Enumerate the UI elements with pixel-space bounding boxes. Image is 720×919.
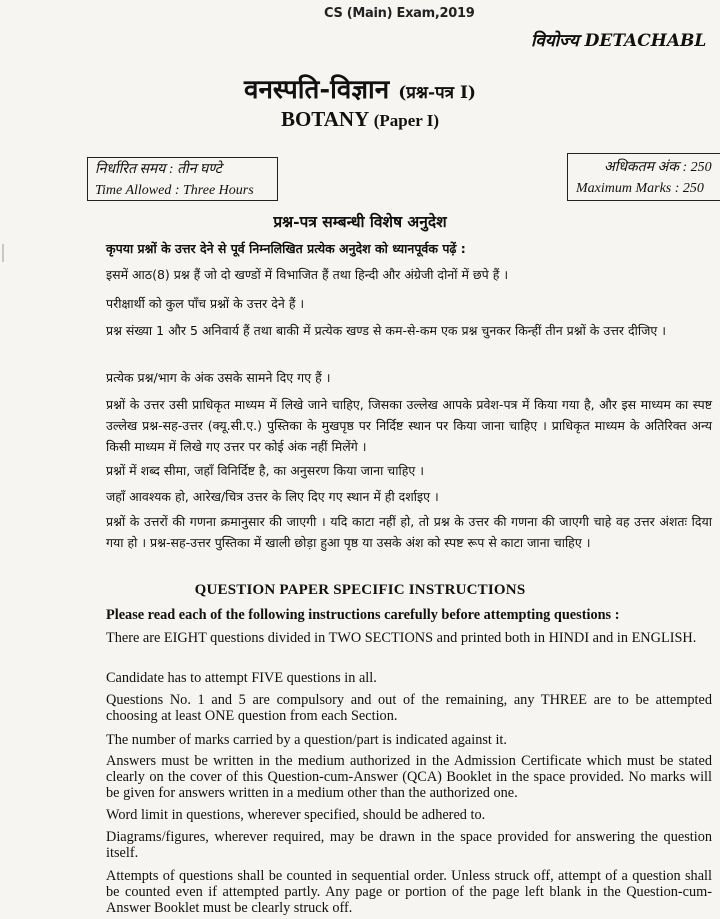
english-instructions-heading: QUESTION PAPER SPECIFIC INSTRUCTIONS: [194, 582, 526, 598]
subject-title-english: [0, 107, 720, 132]
hindi-instruction-7: जहाँ आवश्यक हो, आरेख/चित्र उत्तर के लिए दिए गए स्थान में ही दर्शाइए ।: [106, 489, 439, 504]
subject-hindi: वनस्पति-विज्ञान: [244, 75, 390, 105]
time-allowed-box: [87, 157, 278, 201]
hindi-instruction-1: इसमें आठ(8) प्रश्न हैं जो दो खण्डों में विभाजित हैं तथा हिन्दी और अंग्रेजी दोनों में छपे हैं ।: [106, 267, 509, 282]
english-instruction-3: Questions No. 1 and 5 are compulsory and out of the remaining, any THREE are to be attempted choosing at least ONE question from each Section.: [106, 692, 712, 724]
time-allowed-english: Time Allowed : Three Hours: [95, 183, 254, 198]
paper-number-english: (Paper I): [373, 111, 440, 130]
english-instruction-8: Attempts of questions shall be counted in sequential order. Unless struck off, attempt of a question shall be counted even if attempted partly. Any page or portion of the page left blank in the Question-cum-Answer Booklet must be clearly struck off.: [106, 868, 712, 916]
maximum-marks-english: Maximum Marks : 250: [576, 181, 704, 196]
scan-artifact: [2, 244, 20, 262]
english-instructions-intro: Please read each of the following instructions carefully before attempting questions :: [106, 607, 620, 623]
english-instruction-5: Answers must be written in the medium authorized in the Admission Certificate which must be stated clearly on the cover of this Question-cum-Answer (QCA) Booklet in the space provided. No marks will be given for answers written in a medium other than the authorized one.: [106, 753, 712, 801]
paper-number-hindi: (प्रश्न-पत्र I): [398, 83, 476, 103]
hindi-instructions-heading: प्रश्न-पत्र सम्बन्धी विशेष अनुदेश: [273, 212, 447, 231]
hindi-instruction-8: प्रश्नों के उत्तरों की गणना क्रमानुसार की जाएगी । यदि काटा नहीं हो, तो प्रश्न के उत्तर की गणना की जाएगी चाहे वह उत्तर अंशतः दिया गया हो । प्रश्न-सह-उत्तर पुस्तिका में खाली छोड़ा हुआ पृष्ठ या उसके अंश को स्पष्ट रूप से काटा जाना चाहिए ।: [106, 514, 712, 550]
hindi-instruction-6: प्रश्नों में शब्द सीमा, जहाँ विनिर्दिष्ट है, का अनुसरण किया जाना चाहिए ।: [106, 463, 424, 478]
exam-tag: CS (Main) Exam,2019: [324, 6, 475, 21]
subject-title-hindi: [0, 70, 720, 106]
maximum-marks-box: [567, 153, 720, 201]
maximum-marks-hindi: अधिकतम अंक : 250: [604, 160, 712, 175]
hindi-instruction-2: परीक्षार्थी को कुल पाँच प्रश्नों के उत्तर देने हैं ।: [106, 296, 305, 311]
time-allowed-hindi: निर्धारित समय : तीन घण्टे: [95, 162, 222, 177]
english-instruction-2: Candidate has to attempt FIVE questions in all.: [106, 670, 377, 686]
hindi-instruction-5: प्रश्नों के उत्तर उसी प्राधिकृत माध्यम में लिखे जाने चाहिए, जिसका उल्लेख आपके प्रवेश-पत्र में किया गया है, और इस माध्यम का स्पष्ट उल्लेख प्रश्न-सह-उत्तर (क्यू.सी.ए.) पुस्तिका के मुखपृष्ठ पर निर्दिष्ट स्थान पर किया जाना चाहिए । प्राधिकृत माध्यम के अतिरिक्त अन्य किसी माध्यम में लिखे गए उत्तर पर कोई अंक नहीं मिलेंगे ।: [106, 397, 712, 454]
subject-english: BOTANY: [280, 107, 369, 131]
english-instruction-4: The number of marks carried by a question/part is indicated against it.: [106, 732, 507, 748]
hindi-instruction-4: प्रत्येक प्रश्न/भाग के अंक उसके सामने दिए गए हैं ।: [106, 370, 331, 385]
english-instruction-7: Diagrams/figures, wherever required, may be drawn in the space provided for answering the question itself.: [106, 829, 712, 861]
english-instruction-6: Word limit in questions, wherever specified, should be adhered to.: [106, 807, 486, 823]
english-instruction-1: There are EIGHT questions divided in TWO SECTIONS and printed both in HINDI and in ENGLISH.: [106, 630, 697, 646]
hindi-instruction-3: प्रश्न संख्या 1 और 5 अनिवार्य हैं तथा बाकी में प्रत्येक खण्ड से कम-से-कम एक प्रश्न चुनकर किन्हीं तीन प्रश्नों के उत्तर दीजिए ।: [106, 323, 666, 338]
detachable-label: वियोज्य DETACHABL: [531, 31, 707, 51]
hindi-instructions-intro: कृपया प्रश्नों के उत्तर देने से पूर्व निम्नलिखित प्रत्येक अनुदेश को ध्यानपूर्वक पढ़ें :: [106, 241, 466, 256]
